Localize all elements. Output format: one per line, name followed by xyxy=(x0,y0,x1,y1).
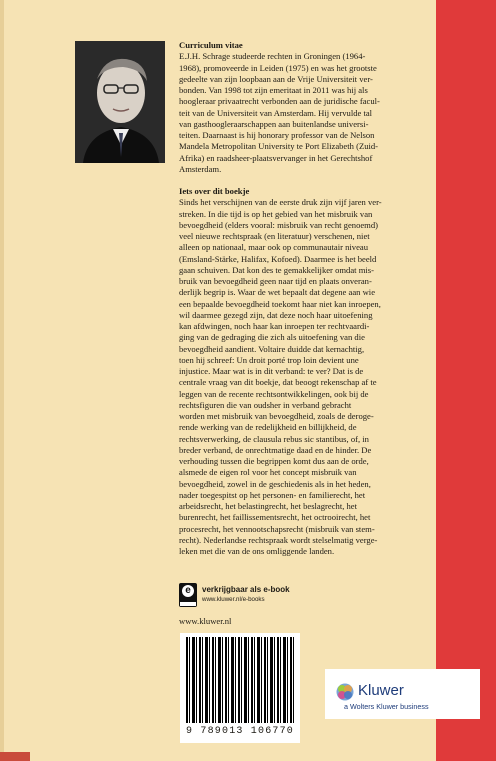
ebook-badge[interactable] xyxy=(179,583,339,609)
curriculum-line: Afrika) en raadsheer-plaatsvervanger in het Gerechtshof xyxy=(179,152,373,163)
about-line: rechtsverwerking, de clausula rebus sic stantibus, of, in xyxy=(179,433,369,444)
author-photo xyxy=(75,41,165,163)
about-line: rende werking van de redelijkheid en billijkheid, de xyxy=(179,422,357,433)
about-line: bevoegdheid, zowel in de geschiedenis als in het heden, xyxy=(179,478,371,489)
about-line: nader toegespitst op het personen- en familierecht, het xyxy=(179,489,366,500)
barcode-bars xyxy=(186,637,294,723)
about-line: arbeidsrecht, het belastingrecht, het beslagrecht, het xyxy=(179,501,358,511)
curriculum-line: hoogleraar privaatrecht verbonden aan de juridische facul- xyxy=(179,96,380,107)
ebook-url-link[interactable]: www.kluwer.nl/e-books xyxy=(202,596,265,603)
bottom-left-red-mark xyxy=(0,752,30,761)
curriculum-line: Mandela Metropolitan University te Port Elizabeth (Zuid- xyxy=(179,141,379,152)
curriculum-line: gedeelte van zijn loopbaan aan de Vrije Universiteit ver- xyxy=(179,73,373,84)
about-line: Sinds het verschijnen van de eerste druk zijn vijf jaren ver- xyxy=(179,197,382,208)
about-line: veel nieuwe rechtspraak (en literatuur) verschenen, niet xyxy=(179,231,370,241)
about-line: streken. In die tijd is op het gebied van het misbruik van xyxy=(179,208,373,219)
about-line: bevoegdheid (elders vooral: misbruik van recht genoemd) xyxy=(179,219,379,230)
about-line: ging van de gedraging die zich als uitoefening van die xyxy=(179,332,365,343)
about-line: rechtsfiguren die van oudsher in verband gebracht xyxy=(179,399,352,410)
curriculum-line: teiten. Daarnaast is hij honorary professor van de Nelson xyxy=(179,130,375,140)
about-line: leggen van de recente rechtsontwikkelingen, ook bij de xyxy=(179,388,369,399)
publisher-logo-box xyxy=(325,669,480,719)
kluwer-globe-icon xyxy=(336,683,354,701)
about-line: toen hij schreef: Un droit porté trop loin devient une xyxy=(179,354,359,365)
curriculum-line: teit van de Universiteit van Amsterdam. Hij vervulde tal xyxy=(179,107,373,118)
about-line: een bepaalde bevoegdheid toekomt haar niet kan inroepen, xyxy=(179,298,381,309)
back-cover-text xyxy=(179,40,422,557)
about-line: verhouding tussen die begrippen komt dus aan de orde, xyxy=(179,456,369,466)
website-link[interactable]: www.kluwer.nl xyxy=(179,616,232,626)
about-line: burenrecht, het faillissementsrecht, het octrooirecht, het xyxy=(179,512,371,523)
publisher-tagline: a Wolters Kluwer business xyxy=(344,702,429,711)
about-line: derlijk begrip is. Waar de wet bepaalt dat degene aan wie xyxy=(179,287,376,298)
about-line: injustice. Maar wat is in dit verband: te ver? Dat is de xyxy=(179,366,364,376)
about-line: alsmede de eigen rol voor het concept misbruik van xyxy=(179,467,357,478)
curriculum-line: E.J.H. Schrage studeerde rechten in Groningen (1964- xyxy=(179,51,366,62)
about-title: Iets over dit boekje xyxy=(179,186,250,196)
curriculum-title: Curriculum vitae xyxy=(179,40,243,50)
cover-left-edge xyxy=(0,0,4,761)
publisher-name: Kluwer xyxy=(358,682,404,699)
about-body xyxy=(179,197,422,557)
about-line: worden met misbruik van bevoegdheid, zoals de deroge- xyxy=(179,411,374,421)
about-line: alleen op nationaal, maar ook op communautair niveau xyxy=(179,242,368,253)
about-line: centrale vraag van dit boekje, dat beoogt rekenschap af te xyxy=(179,377,377,388)
about-line: bruik van bevoegdheid geen naar tijd en plaats onveran- xyxy=(179,276,372,286)
red-side-band xyxy=(436,0,496,761)
about-line: procesrecht, het vennootschapsrecht (misbruik van stem- xyxy=(179,523,375,534)
curriculum-body xyxy=(179,51,422,175)
curriculum-line: bonden. Van 1998 tot zijn emeritaat in 2011 was hij als xyxy=(179,85,368,95)
about-line: kan afdwingen, noch haar kan inroepen ter rechtvaardi- xyxy=(179,321,370,331)
about-line: breder verband, de onrechtmatige daad en de hinder. De xyxy=(179,444,372,455)
about-line: (Emsland-Stärke, Halifax, Kofoed). Daarmee is het beeld xyxy=(179,253,377,264)
curriculum-line: 1968), promoveerde in Leiden (1975) en was het grootste xyxy=(179,62,377,73)
barcode-number: 9 789013 106770 xyxy=(185,726,294,737)
ebook-label: verkrijgbaar als e-book xyxy=(202,585,290,594)
about-line: gaan schuiven. Dat kon des te gemakkelijker omdat mis- xyxy=(179,264,374,275)
curriculum-line: Amsterdam. xyxy=(179,163,222,174)
about-line: wil daarmee gezegd zijn, dat deze noch haar uitoefening xyxy=(179,309,373,320)
about-line: bevoegdheid aandient. Voltaire duidde dat kernachtig, xyxy=(179,343,365,354)
e-book-icon: e xyxy=(179,583,197,607)
about-line: leken met die van de ons omliggende landen. xyxy=(179,546,335,556)
about-line: recht). Nederlandse rechtspraak wordt stelselmatig verge- xyxy=(179,534,378,545)
isbn-barcode xyxy=(180,633,300,743)
curriculum-line: van gasthoogleraarschappen aan buitenlandse universi- xyxy=(179,118,369,129)
